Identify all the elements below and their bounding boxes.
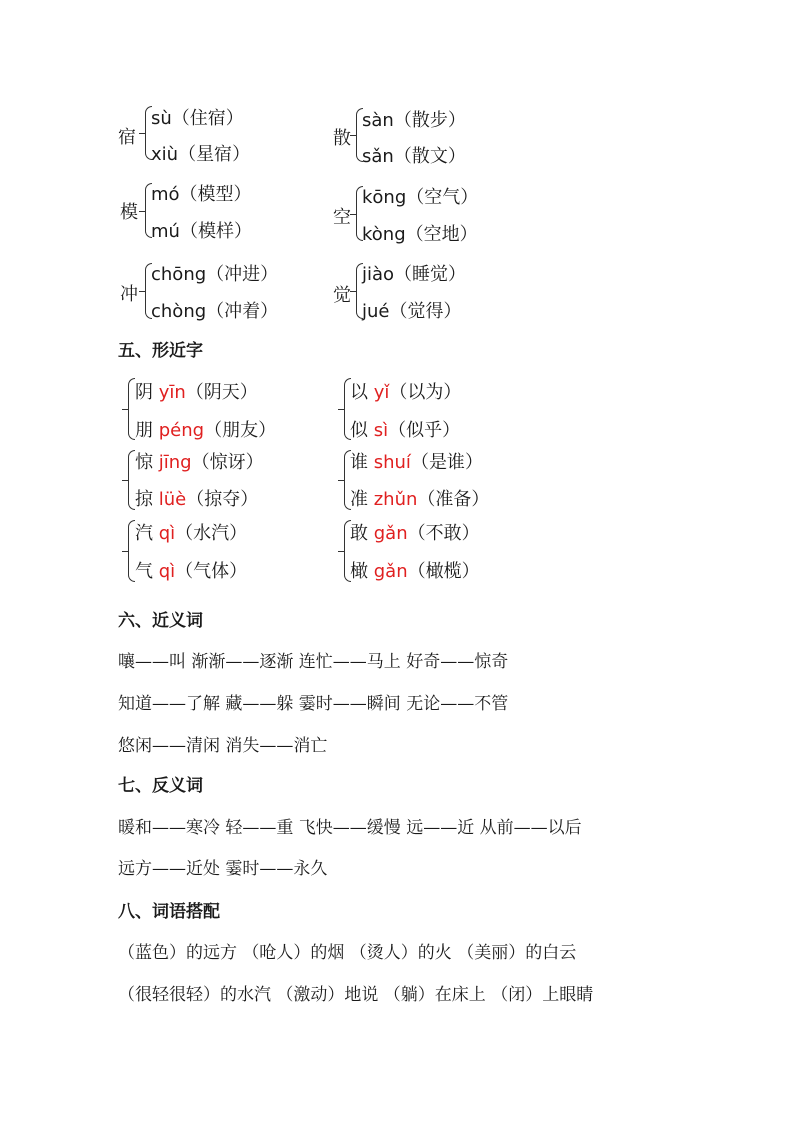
poly-reading: sǎn（散文）: [362, 146, 466, 167]
poly-reading: chòng（冲着）: [151, 301, 279, 322]
poly-reading: kòng（空地）: [362, 224, 478, 245]
poly-char: 觉: [333, 285, 351, 306]
synonym-line: 悠闲——清闲 消失——消亡: [118, 736, 328, 756]
poly-char: 散: [333, 128, 351, 149]
poly-char: 冲: [120, 284, 138, 305]
section-title-similar: 五、形近字: [118, 341, 203, 361]
similar-item: 朋 péng（朋友）: [135, 420, 277, 441]
similar-item: 惊 jīng（惊讶）: [135, 452, 264, 473]
collocation-line: （很轻很轻）的水汽 （激动）地说 （躺）在床上 （闭）上眼睛: [118, 985, 594, 1005]
poly-reading: sàn（散步）: [362, 110, 466, 131]
poly-reading: chōng（冲进）: [151, 264, 279, 285]
similar-item: 掠 lüè（掠夺）: [135, 489, 259, 510]
similar-item: 以 yǐ（以为）: [350, 382, 462, 403]
similar-item: 阴 yīn（阴天）: [135, 382, 258, 403]
collocation-line: （蓝色）的远方 （呛人）的烟 （烫人）的火 （美丽）的白云: [118, 943, 577, 963]
similar-item: 似 sì（似乎）: [350, 420, 461, 441]
section-title-synonyms: 六、近义词: [118, 611, 203, 631]
antonym-line: 暖和——寒冷 轻——重 飞快——缓慢 远——近 从前——以后: [118, 818, 582, 838]
poly-reading: sù（住宿）: [151, 108, 244, 129]
brace: [128, 378, 135, 440]
brace: [128, 520, 135, 582]
poly-reading: xiù（星宿）: [151, 144, 251, 165]
brace: [128, 450, 135, 510]
section-title-collocations: 八、词语搭配: [118, 902, 220, 922]
similar-item: 谁 shuí（是谁）: [350, 452, 483, 473]
section-title-antonyms: 七、反义词: [118, 776, 203, 796]
similar-item: 气 qì（气体）: [135, 561, 248, 582]
poly-char: 宿: [118, 127, 136, 148]
similar-item: 准 zhǔn（准备）: [350, 489, 490, 510]
synonym-line: 嚷——叫 渐渐——逐渐 连忙——马上 好奇——惊奇: [118, 652, 509, 672]
poly-reading: mú（模样）: [151, 221, 252, 242]
similar-item: 橄 gǎn（橄榄）: [350, 561, 480, 582]
poly-reading: kōng（空气）: [362, 187, 479, 208]
poly-reading: jiào（睡觉）: [362, 264, 467, 285]
antonym-line: 远方——近处 霎时——永久: [118, 859, 328, 879]
similar-item: 敢 gǎn（不敢）: [350, 523, 480, 544]
synonym-line: 知道——了解 藏——躲 霎时——瞬间 无论——不管: [118, 694, 509, 714]
similar-item: 汽 qì（水汽）: [135, 523, 248, 544]
poly-reading: mó（模型）: [151, 184, 252, 205]
poly-char: 模: [120, 202, 138, 223]
poly-reading: jué（觉得）: [362, 301, 462, 322]
poly-char: 空: [333, 207, 351, 228]
